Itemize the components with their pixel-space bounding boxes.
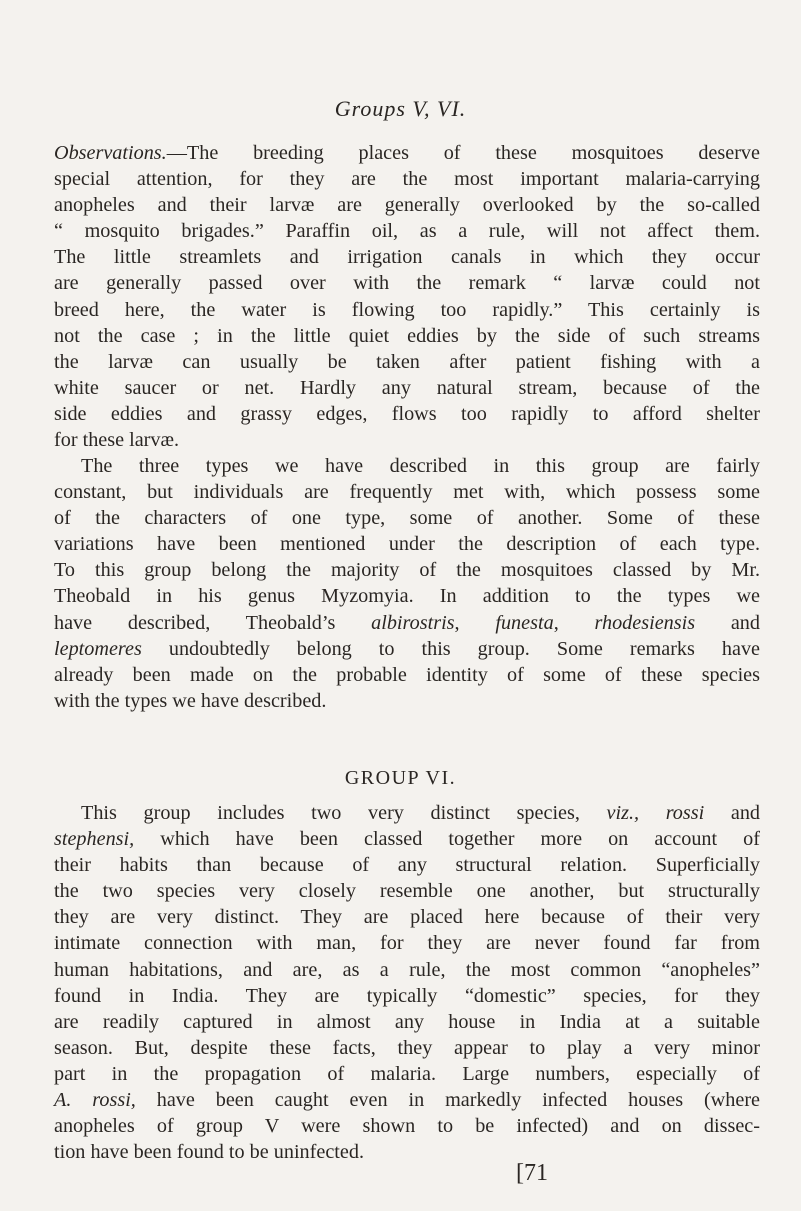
text-line: for these larvæ. [54,429,180,452]
text-line: white saucer or net. Hardly any natural stream, because of the [54,376,760,399]
text-line: variations have been mentioned under the description of each type. [54,533,760,556]
text-line: “ mosquito brigades.” Paraffin oil, as a rule, will not affect them. [54,220,760,243]
text-line: This group includes two very distinct species, viz., rossi and [81,802,761,824]
observations-label: Observations. [54,142,167,164]
section-heading: GROUP VI. [344,767,457,789]
text-line: breed here, the water is flowing too rapidly.” This certainly is [54,298,760,321]
text-line: The little streamlets and irrigation canals in which they occur [54,246,760,269]
species-a-rossi: A. rossi, [54,1089,136,1112]
text-line: not the case ; in the little quiet eddies by the side of such streams [54,324,760,347]
text-line: Observations.—The breeding places of these mosquitoes deserve [54,142,760,164]
types-paragraph [54,453,760,714]
text-line: intimate connection with man, for they are never found far from [54,932,760,955]
species-funesta: funesta [495,611,554,634]
species-albirostris: albirostris [371,611,455,634]
species-rhodesiensis: rhodesiensis [594,611,696,634]
text-line: of the characters of one type, some of another. Some of these [54,507,760,530]
text-line: part in the propagation of malaria. Large numbers, especially of [54,1062,760,1085]
text-line: tion have been found to be uninfected. [54,1141,364,1164]
text-line: the larvæ can usually be taken after patient fishing with a [54,350,760,373]
text-line: Theobald in his genus Myzomyia. In addition to the types we [54,585,760,608]
text-line: side eddies and grassy edges, flows too rapidly to afford shelter [54,402,760,425]
text-line: anopheles and their larvæ are generally overlooked by the so-called [54,194,760,217]
text-line: A. rossi, have been caught even in markedly infected houses (where [54,1089,760,1112]
text-line: found in India. They are typically “domestic” species, for they [54,984,760,1007]
text-line: with the types we have described. [54,689,327,712]
text-line: To this group belong the majority of the mosquitoes classed by Mr. [54,559,760,582]
text-line: already been made on the probable identity of some of these species [54,663,760,686]
text-line: stephensi, which have been classed together more on account of [54,828,760,851]
text-line: are readily captured in almost any house in India at a suitable [54,1010,760,1033]
observations-paragraph [54,140,760,453]
text-line: anopheles of group V were shown to be infected) and on dissec- [54,1115,760,1138]
text-line: leptomeres undoubtedly belong to this group. Some remarks have [54,637,761,660]
text-line: The three types we have described in this group are fairly [81,455,760,477]
text-line: are generally passed over with the remark “ larvæ could not [54,272,760,295]
text-line: season. But, despite these facts, they appear to play a very minor [54,1036,760,1059]
text-line: constant, but individuals are frequently met with, which possess some [54,481,760,504]
text-line: their habits than because of any structural relation. Superficially [54,854,760,877]
species-rossi: rossi [665,802,705,824]
species-leptomeres: leptomeres [54,637,142,660]
text-line: human habitations, and are, as a rule, the most common “anopheles” [54,958,760,981]
text-line: special attention, for they are the most important malaria-carrying [54,168,760,191]
group-vi-paragraph [54,800,760,1165]
species-stephensi: stephensi, [54,828,135,851]
text-line: have described, Theobald’s albirostris, funesta, rhodesiensis and [54,611,760,634]
page-number: [71 [516,1160,548,1186]
text-line: the two species very closely resemble one another, but structurally [54,880,760,903]
text-line: they are very distinct. They are placed here because of their very [54,906,760,929]
running-header: Groups V, VI. [334,96,467,121]
